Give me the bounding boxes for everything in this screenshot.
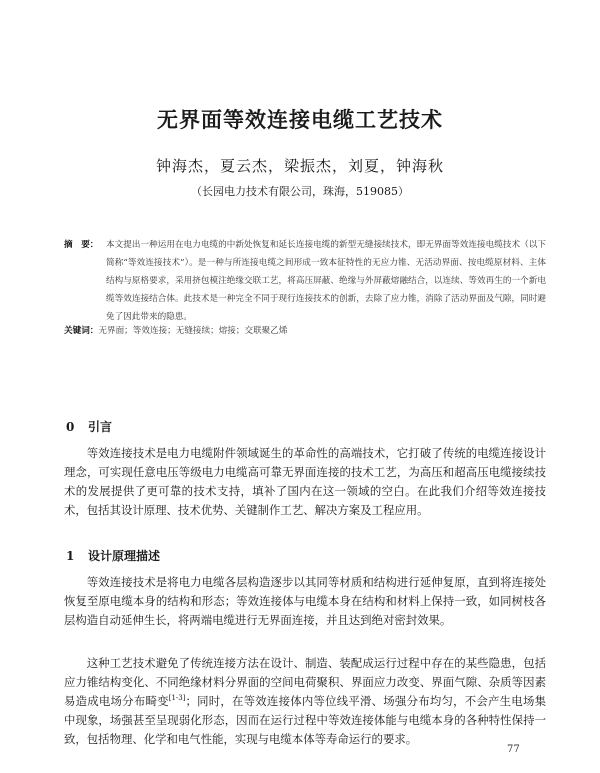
author-list: 钟海杰，夏云杰，梁振杰，刘夏，钟海秋 <box>155 157 444 175</box>
section-title: 设计原理描述 <box>88 549 161 563</box>
abstract-block <box>64 236 546 326</box>
section-heading-intro <box>66 418 112 435</box>
body-paragraph: 等效连接技术是将电力电缆各层构造逐步以其同等材质和结构进行延伸复原，直到将连接处恢复至原电缆本身的结构和形态；等效连接体与电缆本身在结构和材料上保持一致，如同树枝各层构造自动延伸生长，将两端电缆进行无界面连接，并且达到绝对密封效果。 <box>64 575 546 627</box>
body-text: 这种工艺技术避免了传统连接方法在设计、制造、装配成运行过程中存在的某些隐患，包括应力锥结构变化、不同绝缘材料分界面的空间电荷聚积、界面应力改变、界面气隙、杂质等因素易造成电场分布畸变 <box>64 656 546 708</box>
body-paragraph: 等效连接技术是电力电缆附件领域诞生的革命性的高端技术，它打破了传统的电缆连接设计理念，可实现任意电压等级电力电缆高可靠无界面连接的技术工艺，为高压和超高压电缆接续技术的发展提供了更可靠的技术支持，填补了国内在这一领域的空白。在此我们介绍等效连接技术，包括其设计原理、技术优势、关键制作工艺、解决方案及工程应用。 <box>64 446 546 517</box>
body-text: ；同时，在等效连接体内等位线平滑、场强分布均匀，不会产生电场集中现象，场强甚至呈现弱化形态，因而在运行过程中等效连接体能与电缆本身的各种特性保持一致，包括物理、化学和电气性能，实现与电缆本体等寿命运行的要求。 <box>64 694 546 746</box>
citation-marker: [1-3] <box>168 694 186 703</box>
keywords-label: 关键词： <box>64 326 99 336</box>
body-paragraph <box>64 654 546 749</box>
section-heading-design <box>66 547 160 564</box>
keywords-block <box>64 322 546 340</box>
page-number: 77 <box>507 744 520 755</box>
affiliation: （长园电力技术有限公司，珠海，519085） <box>191 185 409 198</box>
section-number: 0 <box>66 420 75 434</box>
keywords-text: 无界面；等效连接；无缝接续；熔接；交联聚乙烯 <box>98 326 288 336</box>
section-title: 引言 <box>88 420 113 434</box>
abstract-text: 本文提出一种运用在电力电缆的中新处恢复和延长连接电缆的新型无缝接续技术，即无界面等效连接电缆技术（以下简称“等效连接技术”）。是一种与所连接电缆之间形成一致本征特性的无应力锥、无活动界面、按电缆原材料、主体结构与原格要求，采用挤包模注绝缘交联工艺，将高压屏蔽、绝缘与外屏蔽熔融结合，以连续、等效再生的一个新电缆等效连接结合体。此技术是一种完全不同于现行连接技术的创新，去除了应力锥，消除了活动界面及气隙，同时避免了因此带来的隐患。 <box>106 240 546 322</box>
paper-title: 无界面等效连接电缆工艺技术 <box>157 107 443 132</box>
section-number: 1 <box>66 549 75 563</box>
abstract-label: 摘 要： <box>64 240 99 250</box>
